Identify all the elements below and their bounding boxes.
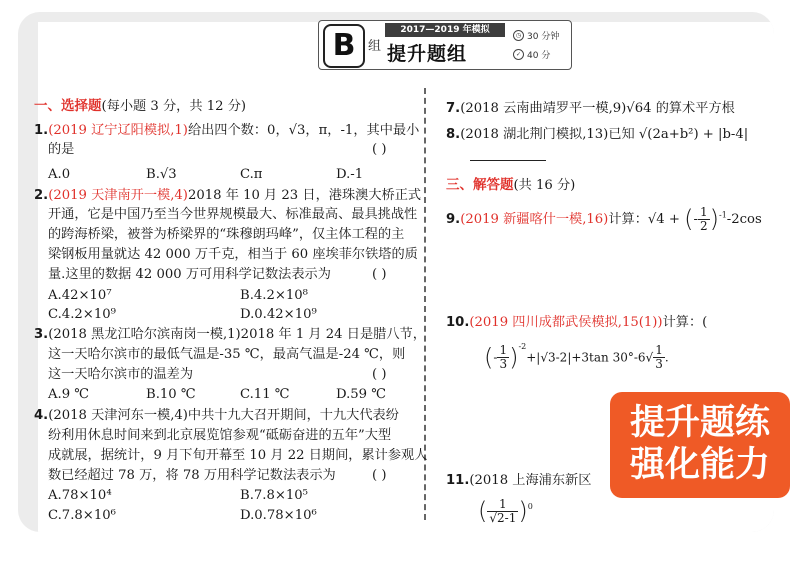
option-d: D.0.78×10⁶ bbox=[240, 508, 317, 523]
fraction-one-half: $\frac{1}{2}$ bbox=[699, 205, 708, 233]
exponent: -2 bbox=[518, 342, 527, 351]
exponent: -1 bbox=[718, 210, 727, 220]
exponent: 0 bbox=[527, 502, 533, 511]
section-note: (共 16 分) bbox=[513, 178, 576, 193]
formula-end: . bbox=[664, 350, 669, 365]
question-4-line3: 成就展，据统计，9 月下旬开幕至 10 月 22 日期间，累计参观人 bbox=[48, 448, 428, 463]
question-text: (2018 黑龙江哈尔滨南岗一模,1)2018 年 1 月 24 日是腊八节， bbox=[48, 327, 426, 342]
question-number: 3. bbox=[34, 327, 49, 342]
fraction-partial: $\frac{1}{√2-1}$ bbox=[489, 497, 517, 525]
question-source: (2019 天津南开一模,4) bbox=[48, 188, 188, 203]
option-c: C.7.8×10⁶ bbox=[48, 508, 116, 523]
formula-tail: -2cos bbox=[726, 212, 762, 227]
group-header bbox=[318, 20, 572, 70]
badge-line-1: 提升题练 bbox=[629, 403, 770, 443]
question-number: 2. bbox=[34, 188, 49, 203]
question-7 bbox=[446, 100, 735, 117]
option-a: A.42×10⁷ bbox=[48, 288, 112, 303]
section-answer-heading bbox=[446, 177, 575, 194]
section-note: (每小题 3 分，共 12 分) bbox=[101, 99, 247, 114]
question-number: 11. bbox=[446, 473, 470, 488]
formula-minus: - bbox=[493, 350, 498, 365]
option-b: B.4.2×10⁸ bbox=[240, 288, 308, 303]
question-number: 9. bbox=[446, 212, 461, 227]
question-text: 计算：√4 + bbox=[608, 212, 685, 227]
question-3-line3: 这一天哈尔滨市的温差为 bbox=[48, 367, 194, 382]
option-d: D.59 ℃ bbox=[336, 387, 387, 402]
option-a: A.0 bbox=[48, 167, 71, 182]
sqrt-sign: √ bbox=[645, 350, 654, 365]
question-1 bbox=[34, 122, 419, 139]
option-b: B.√3 bbox=[146, 167, 177, 182]
option-a: A.78×10⁴ bbox=[48, 488, 112, 503]
option-c: C.11 ℃ bbox=[240, 387, 290, 402]
time-text: 30 分钟 bbox=[527, 32, 560, 42]
answer-paren: ( ) bbox=[372, 142, 387, 157]
time-limit bbox=[513, 29, 559, 42]
score-text: 40 分 bbox=[527, 51, 551, 61]
section-title: 一、选择题 bbox=[34, 98, 102, 114]
question-number: 1. bbox=[34, 123, 49, 138]
fraction-one-third-root: $\frac{1}{3}$ bbox=[655, 343, 663, 371]
formula-paren: ( bbox=[478, 497, 488, 525]
question-text: 2018 年 10 月 23 日，港珠澳大桥正式 bbox=[187, 188, 422, 203]
formula-paren: ( bbox=[684, 205, 694, 233]
answer-blank[interactable] bbox=[470, 160, 546, 161]
formula-minus: - bbox=[693, 212, 698, 227]
question-4-line4: 数已经超过 78 万，将 78 万用科学记数法表示为 bbox=[48, 468, 336, 483]
group-letter: B bbox=[323, 24, 365, 68]
years-bar: 2017—2019 年模拟 bbox=[385, 23, 505, 37]
question-source: (2019 四川成都武侯模拟,15(1)) bbox=[469, 315, 663, 330]
question-8 bbox=[446, 126, 748, 143]
fraction-one-third: $\frac{1}{3}$ bbox=[499, 343, 508, 371]
question-11-formula bbox=[478, 498, 533, 525]
formula-paren: ) bbox=[509, 343, 519, 372]
option-d: D.-1 bbox=[336, 167, 364, 182]
question-text: (2018 湖北荆门模拟,13)已知 √(2a+b²) + |b-4| bbox=[460, 127, 749, 142]
question-number: 10. bbox=[446, 315, 470, 330]
question-3-line2: 这一天哈尔滨市的最低气温是-35 ℃，最高气温是-24 ℃，则 bbox=[48, 347, 406, 362]
question-text: 给出四个数：0，√3，π，-1，其中最小 bbox=[187, 123, 420, 138]
question-source: (2019 新疆喀什一模,16) bbox=[460, 212, 609, 227]
question-text: 计算：( bbox=[662, 315, 708, 330]
question-number: 4. bbox=[34, 408, 49, 423]
question-3 bbox=[34, 326, 426, 343]
question-11 bbox=[446, 472, 591, 489]
question-2-line2: 开通，它是中国乃至当今世界规模最大、标准最高、最具挑战性 bbox=[48, 207, 418, 222]
question-10-formula bbox=[484, 340, 669, 374]
formula-paren: ) bbox=[518, 497, 528, 525]
formula-paren: ( bbox=[484, 343, 494, 372]
badge-line-2: 强化能力 bbox=[629, 445, 770, 485]
formula-middle: +|√3-2|+3tan 30°-6 bbox=[526, 350, 646, 365]
section-title: 三、解答题 bbox=[446, 177, 514, 193]
question-number: 7. bbox=[446, 101, 461, 116]
section-choice-heading bbox=[34, 98, 246, 115]
formula-paren: ) bbox=[709, 205, 719, 233]
answer-paren: ( ) bbox=[372, 367, 387, 382]
group-title: 提升题组 bbox=[387, 43, 468, 65]
score-total bbox=[513, 48, 550, 61]
question-2-line5: 量.这里的数据 42 000 万可用科学记数法表示为 bbox=[48, 267, 331, 282]
question-text: (2018 云南曲靖罗平一模,9)√64 的算术平方根 bbox=[460, 101, 735, 116]
question-text: (2018 上海浦东新区 bbox=[469, 473, 592, 488]
question-10 bbox=[446, 314, 707, 331]
option-d: D.0.42×10⁹ bbox=[240, 307, 317, 322]
option-b: B.7.8×10⁵ bbox=[240, 488, 308, 503]
answer-paren: ( ) bbox=[372, 267, 387, 282]
question-2-line4: 梁钢板用量就达 42 000 万千克，相当于 60 座埃菲尔铁塔的质 bbox=[48, 247, 418, 262]
question-source: (2019 辽宁辽阳模拟,1) bbox=[48, 123, 188, 138]
promo-badge bbox=[610, 392, 790, 498]
question-4 bbox=[34, 407, 399, 424]
question-text: (2018 天津河东一模,4)中共十九大召开期间，十九大代表纷 bbox=[48, 408, 399, 423]
question-2 bbox=[34, 187, 421, 204]
option-c: C.π bbox=[240, 167, 263, 182]
question-4-line2: 纷利用休息时间来到北京展览馆参观“砥砺奋进的五年”大型 bbox=[48, 428, 392, 443]
question-9 bbox=[446, 206, 762, 233]
check-icon: ✓ bbox=[513, 49, 524, 60]
answer-paren: ( ) bbox=[372, 468, 387, 483]
group-char: 组 bbox=[368, 39, 382, 54]
question-number: 8. bbox=[446, 127, 461, 142]
question-1-line2: 的是 bbox=[48, 142, 75, 157]
option-c: C.4.2×10⁹ bbox=[48, 307, 116, 322]
question-2-line3: 的跨海桥梁，被誉为桥梁界的“珠穆朗玛峰”，仅主体工程的主 bbox=[48, 227, 405, 242]
option-b: B.10 ℃ bbox=[146, 387, 196, 402]
option-a: A.9 ℃ bbox=[48, 387, 90, 402]
clock-icon: ◷ bbox=[513, 30, 524, 41]
